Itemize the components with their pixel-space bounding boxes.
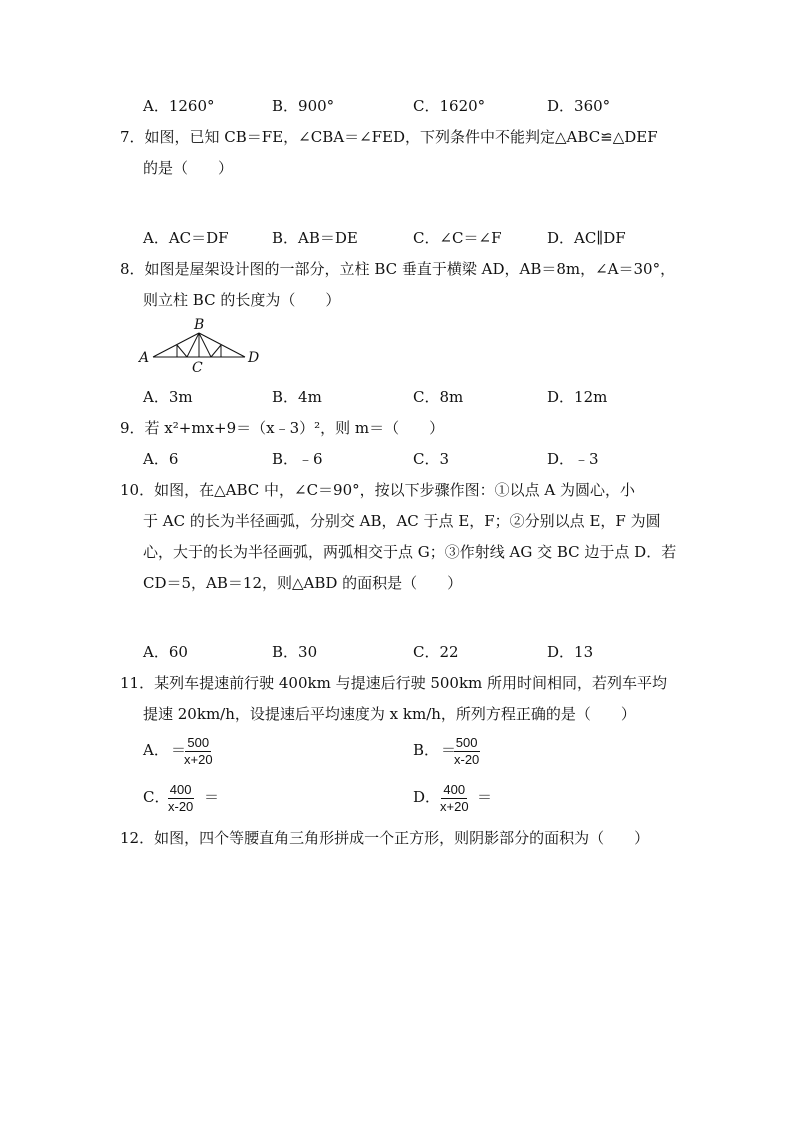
q11-stem-line2: 提速 20km/h，设提速后平均速度为 x km/h，所列方程正确的是（ ） [143,705,636,723]
truss-member [177,345,187,357]
q10-stem-line4: CD＝5，AB＝12，则△ABD 的面积是（ ） [143,574,463,592]
figure-label-c: C [192,360,203,376]
q11-option-b-equals: ＝ [441,741,457,759]
q7-option-a: A．AC＝DF [143,229,229,247]
q9-stem: 9．若 x²+mx+9＝（x﹣3）²，则 m＝（ ） [120,419,445,437]
q8-option-d: D．12m [547,388,608,406]
q8-option-b: B．4m [272,388,322,406]
q6-option-c: C．1620° [413,97,486,115]
fraction-numerator: 500 [455,735,478,750]
q10-option-c: C．22 [413,643,459,661]
fraction-denominator: x+20 [440,799,469,814]
figure-label-a: A [139,350,150,366]
q11-option-a-label: A． [143,741,169,759]
q7-stem-line2: 的是（ ） [143,159,234,177]
q11-stem-line1: 11．某列车提速前行驶 400km 与提速后行驶 500km 所用时间相同，若列车平均 [120,674,668,692]
fraction-denominator: x-20 [168,799,194,814]
q9-option-d: D．﹣3 [547,450,599,468]
q11-option-c-label: C． [143,788,170,806]
figure-label-b: B [194,317,205,333]
q11-option-c-equals: ＝ [204,788,220,806]
q10-stem-line1: 10．如图，在△ABC 中，∠C＝90°，按以下步骤作图：①以点 A 为圆心，小 [120,481,636,499]
fraction-numerator: 500 [187,735,210,750]
fraction-denominator: x+20 [184,752,213,767]
q10-option-a: A．60 [143,643,188,661]
q9-option-a: A．6 [143,450,179,468]
q7-option-c: C．∠C＝∠F [413,229,502,247]
rafter-ab [153,333,199,357]
q6-option-a: A．1260° [143,97,215,115]
q7-option-b: B．AB＝DE [272,229,358,247]
q10-stem-line2: 于 AC 的长为半径画弧，分别交 AB，AC 于点 E，F；②分别以点 E，F 为圆 [143,512,661,530]
q11-option-c-fraction [166,782,195,815]
truss-member [211,345,221,357]
figure-label-d: D [248,350,260,366]
q10-stem-line3: 心，大于的长为半径画弧，两弧相交于点 G；③作射线 AG 交 BC 边于点 D．若 [143,543,677,561]
q11-option-d-label: D． [413,788,441,806]
q9-option-b: B．﹣6 [272,450,323,468]
q11-option-d-fraction [438,782,471,815]
fraction-denominator: x-20 [454,752,480,767]
q6-option-b: B．900° [272,97,335,115]
q8-option-c: C．8m [413,388,464,406]
q12-stem: 12．如图，四个等腰直角三角形拼成一个正方形，则阴影部分的面积为（ ） [120,829,650,847]
q7-option-d: D．AC∥DF [547,229,626,247]
q11-option-d-equals: ＝ [477,788,493,806]
rafter-bd [199,333,245,357]
fraction-numerator: 400 [443,782,466,797]
q11-option-a-fraction [182,735,215,768]
q8-stem-line1: 8．如图是屋架设计图的一部分，立柱 BC 垂直于横梁 AD，AB＝8m，∠A＝30°， [120,260,676,278]
q11-option-a-equals: ＝ [171,741,187,759]
q8-stem-line2: 则立柱 BC 的长度为（ ） [143,291,341,309]
roof-truss-figure [135,315,265,377]
q7-stem-line1: 7．如图，已知 CB＝FE，∠CBA＝∠FED，下列条件中不能判定△ABC≌△DEF [120,128,658,146]
q6-option-d: D．360° [547,97,611,115]
q8-option-a: A．3m [143,388,193,406]
fraction-numerator: 400 [169,782,192,797]
q11-option-b-fraction [452,735,481,768]
q10-option-d: D．13 [547,643,594,661]
q11-option-b-label: B． [413,741,440,759]
q9-option-c: C．3 [413,450,450,468]
q10-option-b: B．30 [272,643,318,661]
